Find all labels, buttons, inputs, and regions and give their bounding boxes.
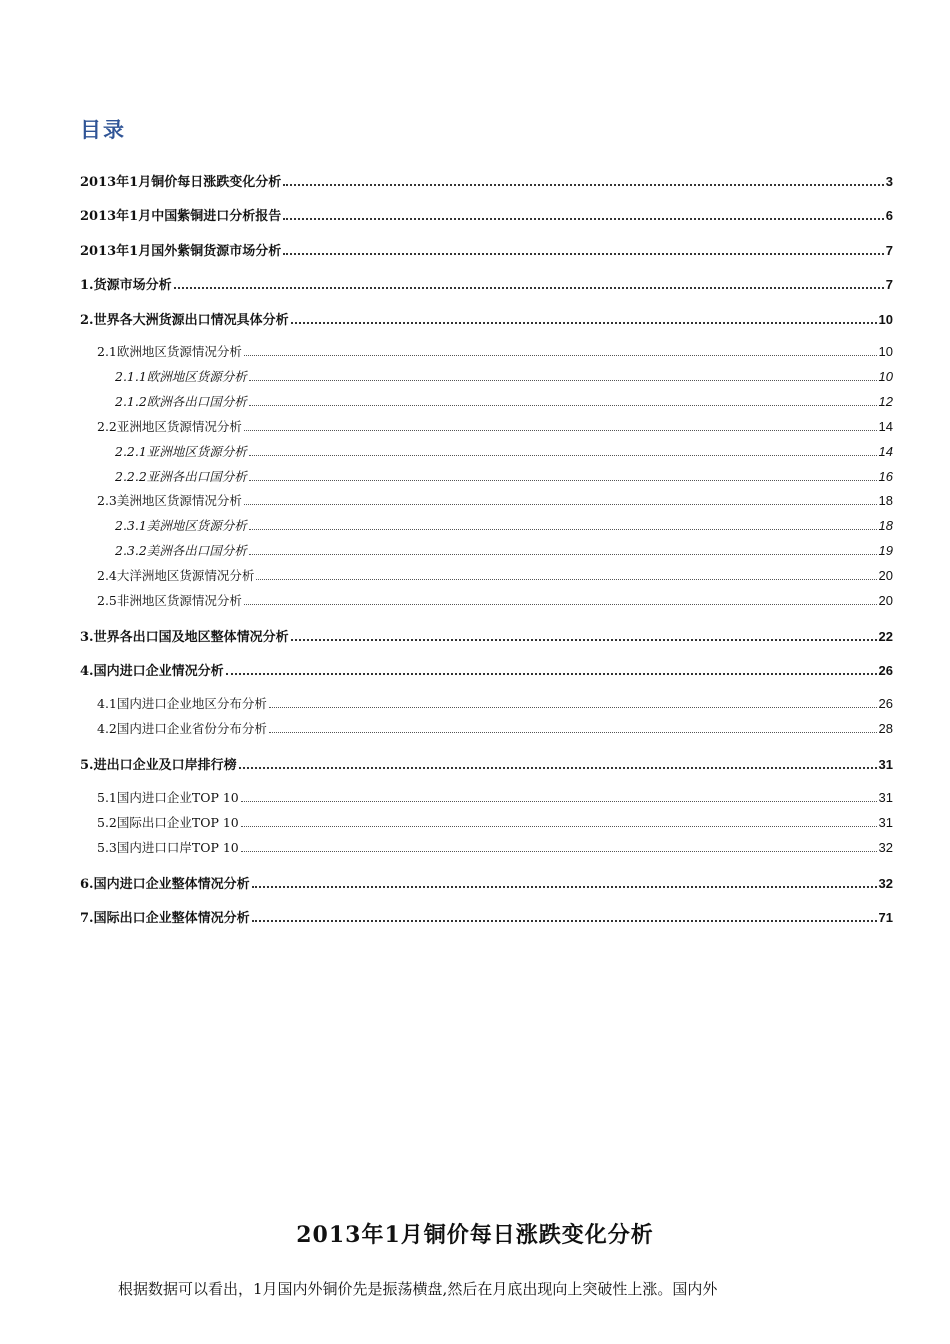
dot-leader	[283, 218, 884, 220]
toc-entry-2-3[interactable]	[97, 491, 893, 509]
dot-leader	[249, 480, 877, 481]
toc-entry-label: 2013年1月国外紫铜货源市场分析	[80, 244, 282, 259]
dot-leader	[249, 380, 877, 381]
toc-entry-label: 2013年1月中国紫铜进口分析报告	[80, 209, 282, 224]
dot-leader	[283, 184, 884, 186]
toc-page-number: 20	[878, 593, 893, 608]
toc-entry-label: 2.1欧洲地区货源情况分析	[97, 344, 242, 359]
toc-entry-label: 5.2国际出口企业TOP 10	[97, 815, 239, 830]
toc-entry-label: 5.1国内进口企业TOP 10	[97, 790, 239, 805]
dot-leader	[241, 851, 877, 852]
dot-leader	[239, 767, 877, 769]
toc-entry-2[interactable]	[80, 309, 893, 328]
dot-leader	[269, 732, 877, 733]
toc-page-number: 28	[878, 721, 893, 736]
dot-leader	[283, 253, 884, 255]
toc-page-number: 6	[885, 208, 893, 223]
toc-entry-label: 2.3美洲地区货源情况分析	[97, 493, 242, 508]
toc-entry-5-1[interactable]	[97, 788, 893, 806]
toc-page-number: 22	[878, 629, 893, 644]
toc-entry-copper-daily-price[interactable]	[80, 171, 893, 190]
toc-page-number: 31	[878, 790, 893, 805]
toc-entry-5-3[interactable]	[97, 838, 893, 856]
toc-entry-label: 2.3.2美洲各出口国分析	[115, 543, 247, 558]
toc-entry-label: 6.国内进口企业整体情况分析	[80, 877, 250, 892]
toc-entry-2-1-2[interactable]	[115, 392, 893, 410]
toc-entry-4[interactable]	[80, 660, 893, 679]
toc-entry-5[interactable]	[80, 754, 893, 773]
toc-entry-label: 2.1.2欧洲各出口国分析	[115, 394, 247, 409]
toc-entry-2-2-2[interactable]	[115, 467, 893, 485]
toc-entry-foreign-supply-market[interactable]	[80, 240, 893, 259]
toc-entry-label: 2.3.1美洲地区货源分析	[115, 518, 247, 533]
toc-entry-label: 2.1.1欧洲地区货源分析	[115, 369, 247, 384]
toc-entry-1[interactable]	[80, 274, 893, 293]
toc-page-number: 32	[878, 876, 893, 891]
toc-entry-2-1[interactable]	[97, 342, 893, 360]
toc-entry-label: 2.2.2亚洲各出口国分析	[115, 469, 247, 484]
dot-leader	[291, 639, 877, 641]
toc-entry-2-3-2[interactable]	[115, 541, 893, 559]
dot-leader	[244, 504, 877, 505]
toc-page-number: 12	[878, 394, 893, 409]
toc-page-number: 7	[885, 243, 893, 258]
dot-leader	[291, 322, 877, 324]
dot-leader	[244, 355, 877, 356]
toc-page-number: 10	[878, 369, 893, 384]
toc-page-number: 16	[878, 469, 893, 484]
toc-entry-label: 7.国际出口企业整体情况分析	[80, 911, 250, 926]
dot-leader	[241, 801, 877, 802]
dot-leader	[244, 430, 877, 431]
toc-entry-2-5[interactable]	[97, 591, 893, 609]
dot-leader	[174, 287, 884, 289]
toc-entry-label: 4.1国内进口企业地区分布分析	[97, 696, 267, 711]
toc-entry-2-4[interactable]	[97, 566, 893, 584]
dot-leader	[249, 405, 877, 406]
toc-entry-label: 2.2.1亚洲地区货源分析	[115, 444, 247, 459]
toc-page-number: 26	[878, 696, 893, 711]
toc-entry-label: 2.4大洋洲地区货源情况分析	[97, 568, 255, 583]
toc-entry-label: 3.世界各出口国及地区整体情况分析	[80, 630, 289, 645]
toc-entry-label: 4.国内进口企业情况分析	[80, 664, 224, 679]
toc-entry-label: 2.世界各大洲货源出口情况具体分析	[80, 313, 289, 328]
dot-leader	[249, 455, 877, 456]
toc-page-number: 18	[878, 518, 893, 533]
toc-entry-label: 5.3国内进口口岸TOP 10	[97, 840, 239, 855]
toc-entry-2-2-1[interactable]	[115, 442, 893, 460]
toc-entry-4-2[interactable]	[97, 719, 893, 737]
dot-leader	[249, 554, 877, 555]
toc-entry-label: 2.5非洲地区货源情况分析	[97, 593, 242, 608]
toc-entry-label: 4.2国内进口企业省份分布分析	[97, 721, 267, 736]
dot-leader	[252, 920, 877, 922]
toc-entry-label: 2013年1月铜价每日涨跌变化分析	[80, 175, 282, 190]
toc-page-number: 31	[878, 757, 893, 772]
toc-entry-2-1-1[interactable]	[115, 367, 893, 385]
toc-entry-3[interactable]	[80, 626, 893, 645]
toc-page-number: 14	[878, 419, 893, 434]
dot-leader	[249, 529, 877, 530]
toc-entry-4-1[interactable]	[97, 694, 893, 712]
toc-page-number: 10	[878, 344, 893, 359]
toc-page-number: 18	[878, 493, 893, 508]
toc-page-number: 26	[878, 663, 893, 678]
toc-page-number: 3	[885, 174, 893, 189]
dot-leader	[226, 673, 877, 675]
toc-page-number: 31	[878, 815, 893, 830]
body-paragraph: 根据数据可以看出，1月国内外铜价先是振荡横盘,然后在月底出现向上突破性上涨。国内外	[118, 1280, 718, 1298]
toc-page-number: 71	[878, 910, 893, 925]
toc-entry-6[interactable]	[80, 873, 893, 892]
section-title: 2013年1月铜价每日涨跌变化分析	[296, 1222, 654, 1248]
dot-leader	[269, 707, 877, 708]
dot-leader	[241, 826, 877, 827]
toc-page-number: 20	[878, 568, 893, 583]
toc-entry-7[interactable]	[80, 907, 893, 926]
dot-leader	[252, 886, 877, 888]
toc-page-number: 19	[878, 543, 893, 558]
dot-leader	[256, 579, 876, 580]
toc-page-number: 7	[885, 277, 893, 292]
dot-leader	[244, 604, 877, 605]
toc-page-number: 10	[878, 312, 893, 327]
toc-entry-5-2[interactable]	[97, 813, 893, 831]
toc-entry-label: 5.进出口企业及口岸排行榜	[80, 758, 237, 773]
toc-entry-label: 2.2亚洲地区货源情况分析	[97, 419, 242, 434]
toc-page-number: 32	[878, 840, 893, 855]
toc-page-number: 14	[878, 444, 893, 459]
toc-entry-2-3-1[interactable]	[115, 516, 893, 534]
toc-heading: 目录	[80, 118, 126, 142]
toc-entry-china-import-report[interactable]	[80, 205, 893, 224]
toc-entry-label: 1.货源市场分析	[80, 278, 172, 293]
toc-entry-2-2[interactable]	[97, 417, 893, 435]
